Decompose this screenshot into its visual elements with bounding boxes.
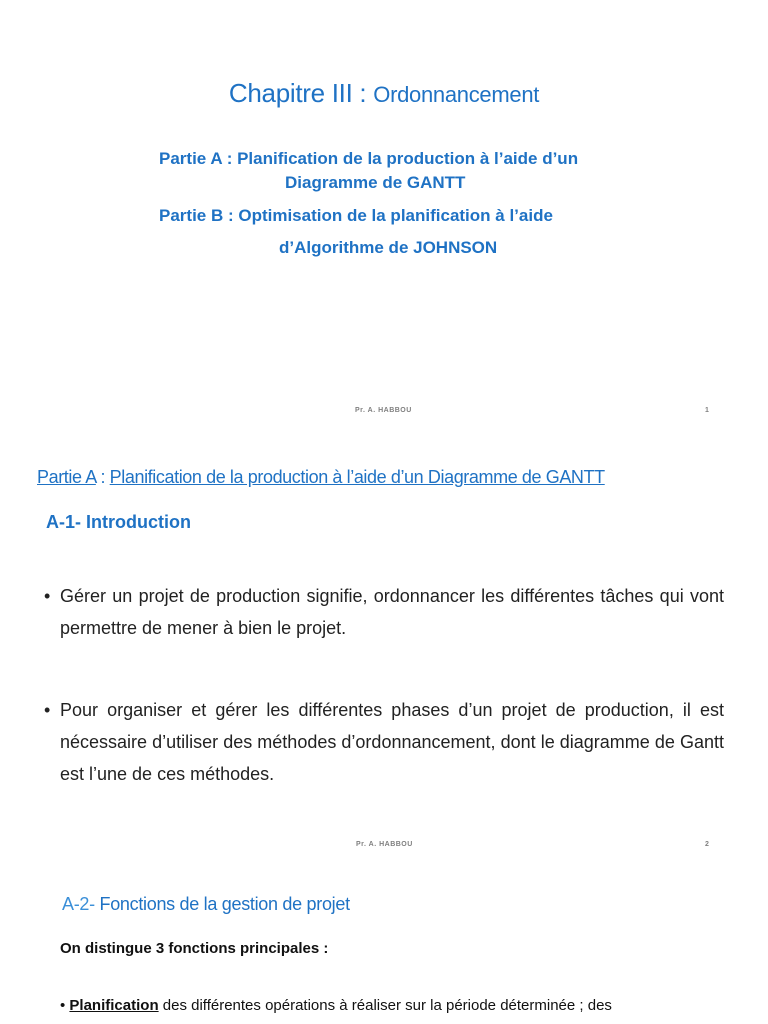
- slide-1: [0, 0, 768, 432]
- page-number: 2: [705, 841, 709, 848]
- list-item: [44, 580, 724, 644]
- slide-2: [0, 432, 768, 864]
- part-a-line-1: Partie A : Planification de la production à l’aide d’un: [159, 149, 579, 168]
- part-b-line-2: d’Algorithme de JOHNSON: [279, 238, 498, 257]
- part-a-line-2: Diagramme de GANTT: [285, 173, 466, 192]
- list-item-text: Pour organiser et gérer les différentes phases d’un projet de production, il est nécessaire d’utiliser des méthodes d’ordonnancement, dont le diagramme de Gantt est l’une de ces méthodes.: [60, 700, 724, 784]
- list-item: [44, 694, 724, 790]
- section-heading-label: A-2-: [62, 894, 100, 914]
- bullet-icon: •: [60, 997, 70, 1014]
- bullet-icon: •: [44, 586, 51, 606]
- page-number: 1: [705, 407, 709, 414]
- section-heading: [37, 467, 737, 488]
- chapter-title: [0, 78, 768, 109]
- footer-author: Pr. A. HABBOU: [356, 841, 413, 848]
- chapter-title-main: Chapitre III :: [228, 78, 374, 108]
- section-heading-sep: :: [95, 467, 110, 487]
- section-heading-text: Fonctions de la gestion de projet: [99, 894, 350, 914]
- footer-author: Pr. A. HABBOU: [355, 407, 412, 414]
- list-item-bold: Planification: [69, 997, 159, 1014]
- subsection-title: A-1- Introduction: [46, 512, 191, 532]
- bullet-icon: •: [44, 700, 51, 720]
- section-heading-text: Planification de la production à l’aide d’un Diagramme de GANTT: [109, 467, 605, 487]
- part-b-line-1: Partie B : Optimisation de la planification à l’aide: [159, 206, 553, 225]
- intro-text: On distingue 3 fonctions principales :: [60, 940, 329, 957]
- slide-3: [0, 864, 768, 1024]
- list-item: [60, 997, 740, 1014]
- chapter-title-rest: Ordonnancement: [373, 82, 540, 107]
- section-heading: [62, 894, 350, 915]
- list-item-text: des différentes opérations à réaliser sur la période déterminée ; des: [158, 997, 612, 1014]
- list-item-text: Gérer un projet de production signifie, ordonnancer les différentes tâches qui vont permettre de mener à bien le projet.: [60, 586, 724, 638]
- section-heading-label: Partie A: [37, 467, 96, 487]
